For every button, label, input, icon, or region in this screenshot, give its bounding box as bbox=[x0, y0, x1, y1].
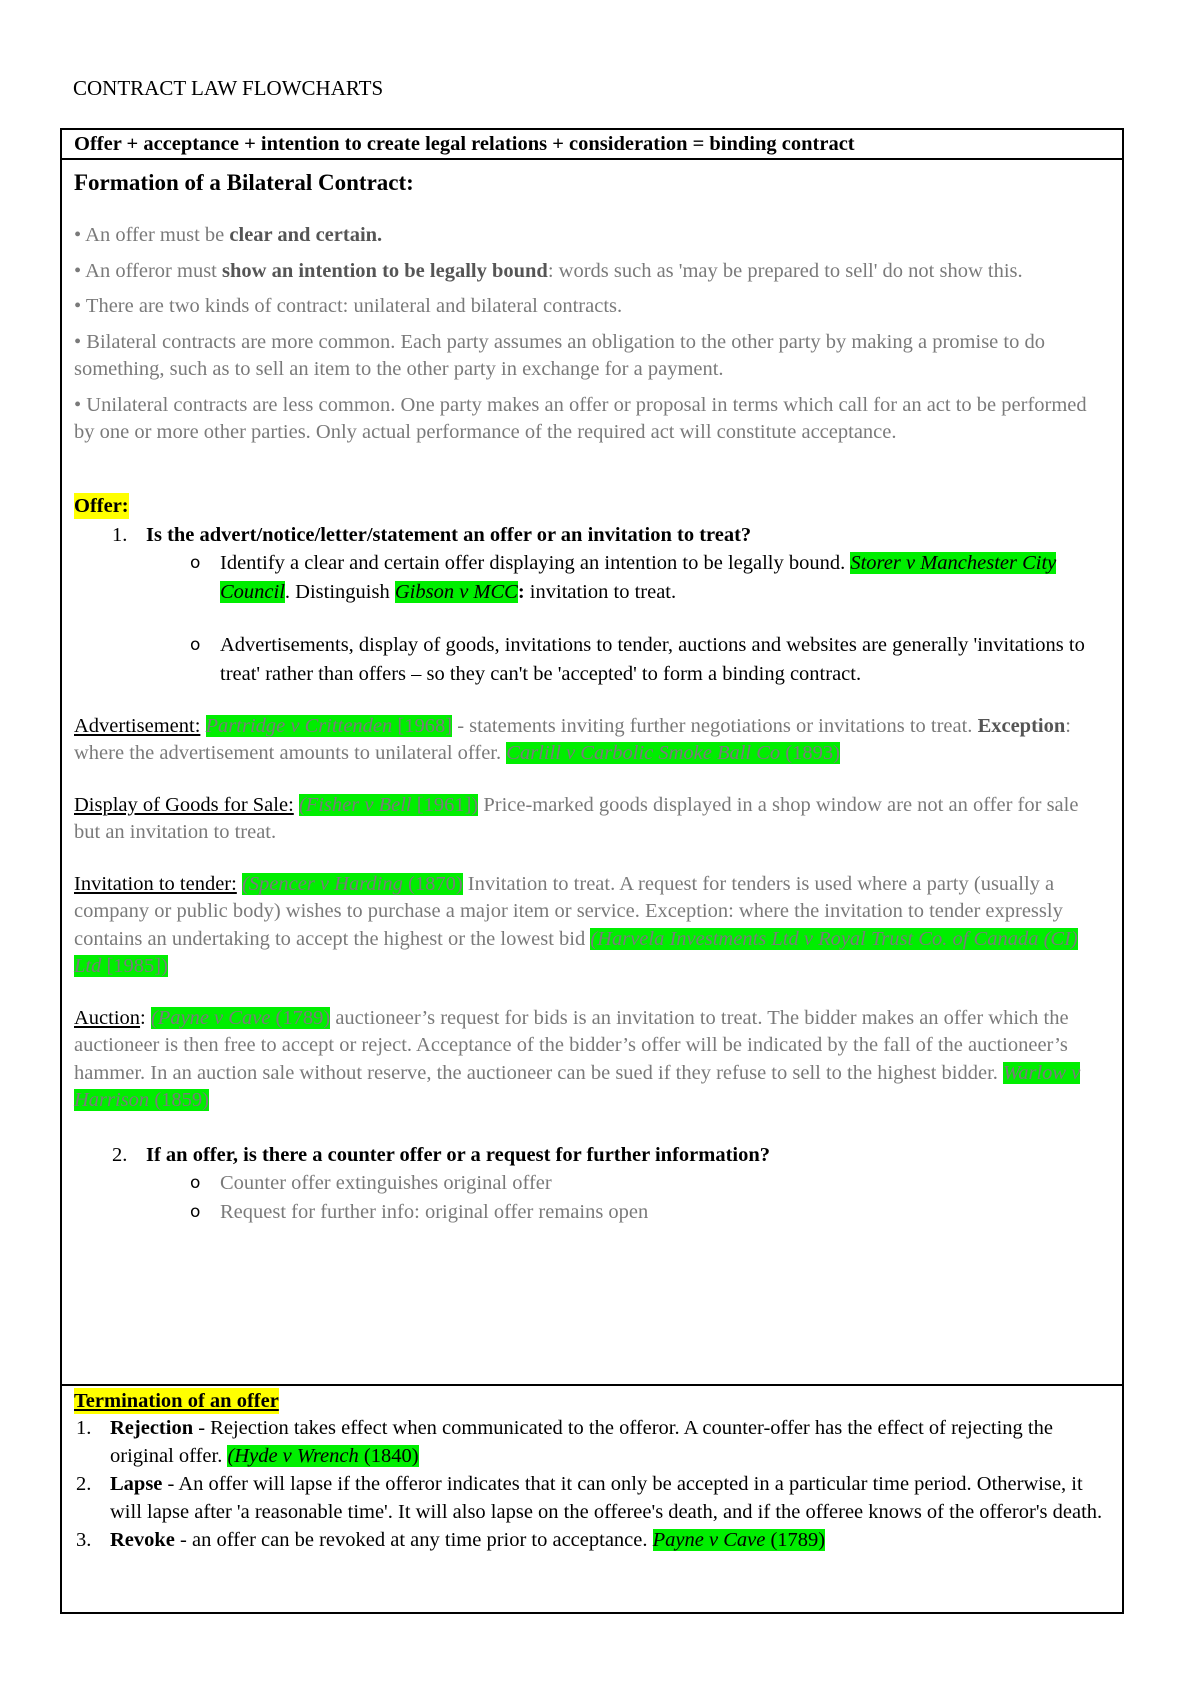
case-gibson: Gibson v MCC bbox=[394, 580, 518, 603]
paragraph-invitation-to-tender: Invitation to tender: (Spencer v Harding (1870) Invitation to treat. A request for tenders is used where a party (usually a company or public body) wishes to purchase a major item or service. Exception: where the invitation to tender expressly contains an undertaking to accept the highest or the lowest bid (Harvela Investments Ltd v Royal Trust Co. of Canada (CI) Ltd [1985]) bbox=[74, 872, 1078, 977]
case-hyde: (Hyde v Wrench bbox=[227, 1445, 359, 1467]
case-spencer: (Spencer v Harding bbox=[241, 872, 403, 895]
question-2-number: 2. bbox=[112, 1143, 128, 1166]
circle-bullet-icon: o bbox=[190, 1201, 201, 1222]
bullet-clear-certain: • An offer must be clear and certain. bbox=[74, 224, 383, 246]
formation-cell bbox=[62, 160, 1122, 1386]
question-2: 2. If an offer, is there a counter offer or a request for further information? bbox=[74, 1141, 1108, 1169]
termination-rejection: 1. Rejection - Rejection takes effect when communicated to the offeror. A counter-offer has the effect of rejecting the original offer. (Hyde v Wrench (1840) bbox=[76, 1417, 1053, 1467]
paragraph-advertisement: Advertisement: Partridge v Crittenden [1968] - statements inviting further negotiations or invitations to treat. Exception: where the advertisement amounts to unilateral offer. Carlill v Carbolic Smoke Ball Co (1893) bbox=[74, 714, 1071, 764]
flowchart-table bbox=[60, 128, 1124, 1614]
case-fisher: (Fisher v Bell bbox=[298, 793, 412, 816]
termination-heading: Termination of an offer bbox=[74, 1390, 279, 1412]
termination-revoke: 3. Revoke - an offer can be revoked at any time prior to acceptance. Payne v Cave (1789) bbox=[76, 1529, 826, 1551]
contract-equation: Offer + acceptance + intention to create legal relations + consideration = binding contract bbox=[62, 130, 1122, 160]
termination-lapse: 2. Lapse - An offer will lapse if the offeror indicates that it can only be accepted in a particular time period. Otherwise, it will lapse after 'a reasonable time'. It will also lapse on the offeree's death, and if the offeree knows of the offeror's death. bbox=[76, 1473, 1103, 1523]
paragraph-auction: Auction: (Payne v Cave (1789) auctioneer’s request for bids is an invitation to treat. The bidder makes an offer which the auctioneer is then free to accept or reject. Acceptance of the bidder’s offer will be indicated by the fall of the auctioneer’s hammer. In an auction sale without reserve, the auctioneer can be sued if they refuse to sell to the highest bidder. Warlow v Harrison (1859) bbox=[74, 1006, 1081, 1111]
document-title: CONTRACT LAW FLOWCHARTS bbox=[73, 76, 384, 100]
case-payne: (Payne v Cave bbox=[150, 1006, 271, 1029]
sub-point-further-info: o Request for further info: original offer remains open bbox=[74, 1198, 1108, 1227]
offer-label: Offer: bbox=[74, 494, 129, 517]
termination-cell bbox=[62, 1386, 1122, 1612]
circle-bullet-icon: o bbox=[190, 634, 201, 655]
sub-point-counter-offer: o Counter offer extinguishes original offer bbox=[74, 1169, 1108, 1198]
bullet-bilateral: • Bilateral contracts are more common. Each party assumes an obligation to the other party by making a promise to do something, such as to sell an item to the other party in exchange for a payment. bbox=[74, 330, 1045, 380]
circle-bullet-icon: o bbox=[190, 552, 201, 573]
bullet-intention: • An offeror must show an intention to be legally bound: words such as 'may be prepared to sell' do not show this. bbox=[74, 259, 1023, 282]
case-warlow: Warlow v Harrison bbox=[74, 1061, 1081, 1111]
case-payne-revoke: Payne v Cave bbox=[652, 1529, 766, 1551]
bullet-two-kinds: • There are two kinds of contract: unilateral and bilateral contracts. bbox=[74, 295, 623, 317]
question-1-number: 1. bbox=[112, 523, 128, 546]
case-harvela: (Harvela Investments Ltd v Royal Trust Co. of Canada (CI) Ltd bbox=[74, 927, 1078, 977]
sub-point-identify-offer: o Identify a clear and certain offer displaying an intention to be legally bound. Storer v Manchester City Council. Distinguish Gibson v MCC: invitation to treat. bbox=[74, 549, 1108, 607]
case-storer: Storer v Manchester City Council bbox=[220, 551, 1057, 603]
circle-bullet-icon: o bbox=[190, 1172, 201, 1193]
case-carlill: Carlill v Carbolic Smoke Ball Co bbox=[506, 742, 781, 764]
case-partridge: Partridge v Crittenden bbox=[205, 714, 393, 737]
formation-heading: Formation of a Bilateral Contract: bbox=[74, 170, 414, 195]
sub-point-invitations: o Advertisements, display of goods, invitations to tender, auctions and websites are generally 'invitations to treat' rather than offers – so they can't be 'accepted' to form a binding contract. bbox=[74, 631, 1108, 689]
bullet-unilateral: • Unilateral contracts are less common. One party makes an offer or proposal in terms which call for an act to be performed by one or more other parties. Only actual performance of the required act will constitute acceptance. bbox=[74, 393, 1087, 443]
question-1: 1. Is the advert/notice/letter/statement an offer or an invitation to treat? bbox=[74, 521, 1108, 549]
paragraph-display-of-goods: Display of Goods for Sale: (Fisher v Bell [1961]) Price-marked goods displayed in a shop window are not an offer for sale but an invitation to treat. bbox=[74, 793, 1079, 843]
